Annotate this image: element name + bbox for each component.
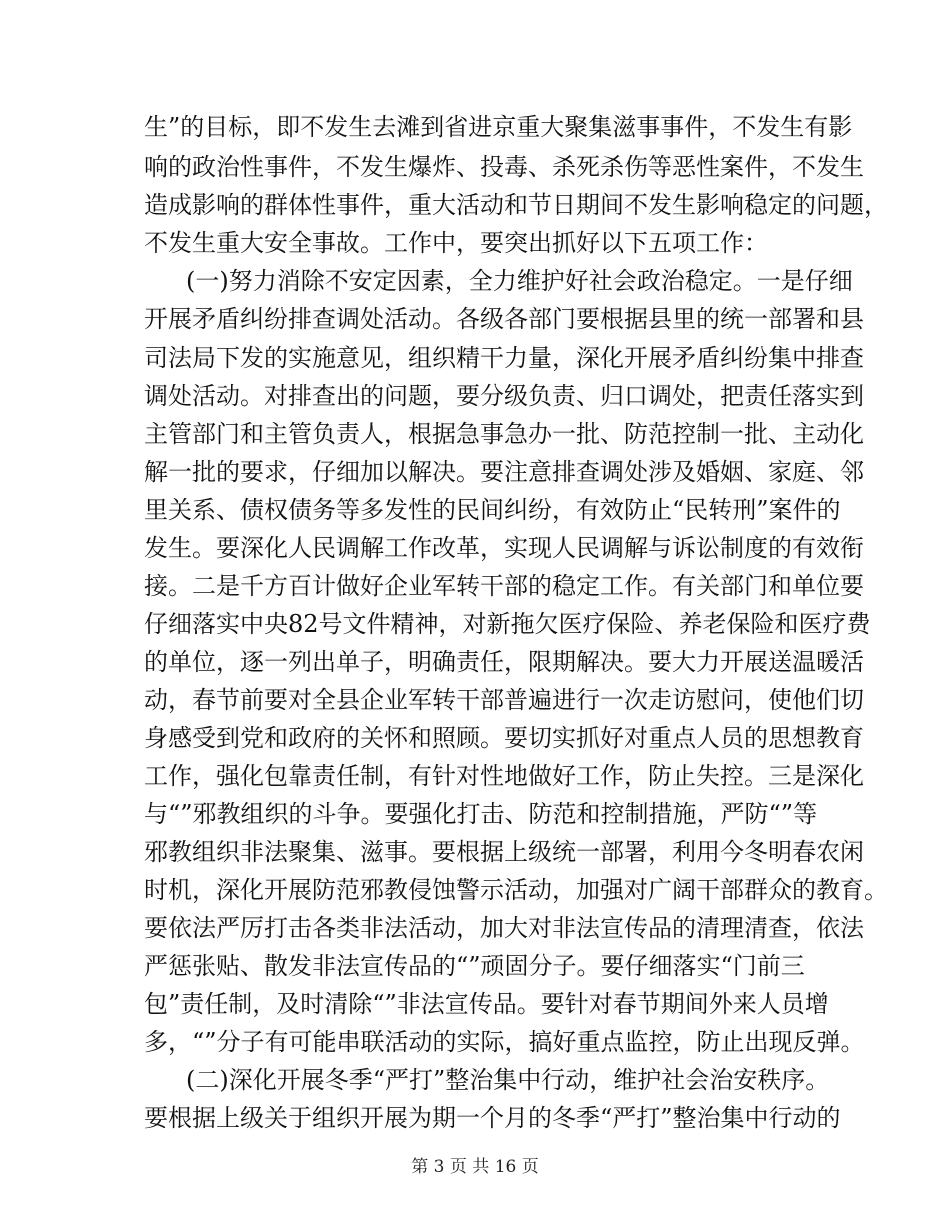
text-line: 调处活动。对排查出的问题，要分级负责、归口调处，把责任落实到 [144, 382, 864, 410]
text-line: 的单位，逐一列出单子，明确责任，限期解决。要大力开展送温暖活 [144, 648, 864, 676]
text-line: 身感受到党和政府的关怀和照顾。要切实抓好对重点人员的思想教育 [144, 724, 864, 752]
text-line: 生”的目标，即不发生去滩到省进京重大聚集滋事事件，不发生有影 [144, 113, 853, 141]
text-line: 多，“”分子有可能串联活动的实际，搞好重点监控，防止出现反弹。 [144, 1028, 865, 1056]
paragraph-start-line: (一)努力消除不安定因素，全力维护好社会政治稳定。一是仔细 [186, 267, 853, 295]
text-line: 主管部门和主管负责人，根据急事急办一批、防范控制一批、主动化 [144, 420, 864, 448]
text-line: 要根据上级关于组织开展为期一个月的冬季“严打”整治集中行动的 [144, 1104, 841, 1132]
text-line: 严惩张贴、散发非法宣传品的“”顽固分子。要仔细落实“门前三 [144, 952, 805, 980]
text-line: 与“”邪教组织的斗争。要强化打击、防范和控制措施，严防“”等 [144, 800, 818, 828]
text-line: 解一批的要求，仔细加以解决。要注意排查调处涉及婚姻、家庭、邻 [144, 458, 864, 486]
text-line: 工作，强化包靠责任制，有针对性地做好工作，防止失控。三是深化 [144, 762, 864, 790]
text-line: 司法局下发的实施意见，组织精干力量，深化开展矛盾纠纷集中排查 [144, 344, 864, 372]
paragraph-start-line: (二)深化开展冬季“严打”整治集中行动，维护社会治安秩序。 [186, 1066, 830, 1094]
text-line: 动，春节前要对全县企业军转干部普遍进行一次走访慰问，使他们切 [144, 686, 864, 714]
text-line: 响的政治性事件，不发生爆炸、投毒、杀死杀伤等恶性案件，不发生 [144, 153, 864, 181]
text-line: 造成影响的群体性事件，重大活动和节日期间不发生影响稳定的问题， [144, 191, 888, 219]
text-line: 里关系、债权债务等多发性的民间纠纷，有效防止“民转刑”案件的 [144, 496, 841, 524]
text-line: 要依法严厉打击各类非法活动，加大对非法宣传品的清理清查，依法 [144, 914, 864, 942]
text-line: 接。二是千方百计做好企业军转干部的稳定工作。有关部门和单位要 [144, 572, 864, 600]
text-line: 仔细落实中央82号文件精神，对新拖欠医疗保险、养老保险和医疗费 [144, 610, 871, 638]
page-footer: 第 3 页 共 16 页 [411, 1157, 539, 1177]
text-line: 不发生重大安全事故。工作中，要突出抓好以下五项工作： [144, 229, 768, 257]
text-line: 发生。要深化人民调解工作改革，实现人民调解与诉讼制度的有效衔 [144, 534, 864, 562]
text-line: 邪教组织非法聚集、滋事。要根据上级统一部署，利用今冬明春农闲 [144, 838, 864, 866]
text-line: 开展矛盾纠纷排查调处活动。各级各部门要根据县里的统一部署和县 [144, 305, 864, 333]
text-line: 时机，深化开展防范邪教侵蚀警示活动，加强对广阔干部群众的教育。 [144, 876, 888, 904]
text-line: 包”责任制，及时清除“”非法宣传品。要针对春节期间外来人员增 [144, 990, 829, 1018]
